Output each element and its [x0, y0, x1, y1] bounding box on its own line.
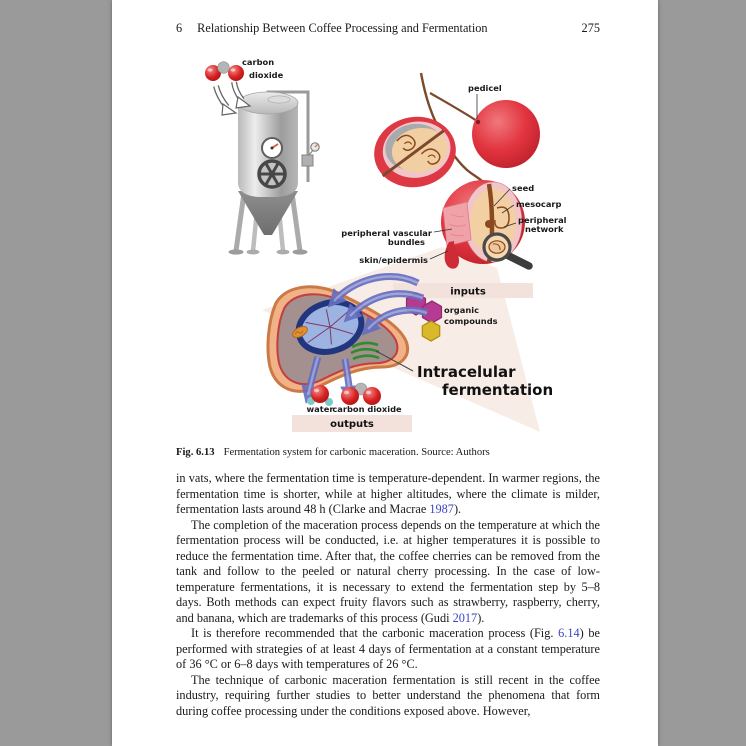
pipe-valve: [302, 155, 313, 166]
mesocarp-label: mesocarp: [516, 199, 562, 209]
tank-wheel-icon: [259, 161, 285, 187]
paragraph-text: The technique of carbonic maceration fermentation is still recent in the coffee industry, requiring further studies to better understand the phenomena that form during coffee processing under the conditions exposed above. However,: [176, 672, 600, 718]
chapter-number: 6: [176, 21, 183, 35]
tank-hatch: [268, 96, 290, 103]
seed-label: seed: [512, 183, 535, 193]
citation-link[interactable]: 6.14: [558, 626, 580, 640]
paragraph-text: ) be performed with strategies of at least 4 days of fermentation at a constant temperature of 36 °C or 6–8 days with temperatures of 26 °C.: [176, 626, 600, 671]
cherry-cutaway: [441, 180, 529, 269]
fermentation-diagram: [180, 55, 592, 437]
figure-6-13: [180, 55, 592, 437]
page-header: [176, 21, 600, 36]
paragraph: [176, 518, 600, 627]
inputs-label: inputs: [450, 286, 486, 298]
skin-epidermis-label: skin/epidermis: [359, 255, 428, 265]
page-number: 275: [581, 21, 600, 35]
organic-compounds-label-line1: organic: [444, 305, 479, 315]
paragraph: [176, 471, 600, 518]
body-text: [176, 471, 600, 719]
paragraph-text: The completion of the maceration process depends on the temperature at which the fermentation process will be conducted, i.e. at higher temperatures it is possible to reduce the fermentation time. After that, the coffee cherries can be removed from the tank and follow to the peeled or natural cherry processing. In the case of low-temperature fermentations, it is necessary to extend the fermentation step by 5–8 days. Both methods can expect fruity flavors such as strawberry, raspberry, cherry, and banana, which are trademarks of this process (Gudi: [176, 517, 600, 625]
co2-top-label-line2: dioxide: [249, 70, 284, 80]
vascular-bundles-label-line1: peripheral vascular: [341, 228, 432, 238]
citation-link[interactable]: 2017: [452, 610, 478, 625]
water-label: water: [306, 404, 334, 414]
outputs-label: outputs: [330, 419, 374, 430]
co2-top-label-line1: carbon: [242, 57, 275, 67]
co2-output-label: carbon dioxide: [332, 404, 402, 414]
co2-input-molecule: [205, 62, 244, 81]
paragraph: [176, 626, 600, 673]
running-title: Relationship Between Coffee Processing and Fermentation: [197, 21, 488, 35]
intracellular-fermentation-label-line2: fermentation: [442, 381, 554, 399]
paragraph-text: It is therefore recommended that the carbonic maceration process (Fig.: [191, 626, 559, 640]
fermentation-tank: [229, 92, 320, 255]
paragraph: [176, 673, 600, 720]
vascular-bundles-label-line2: bundles: [387, 237, 425, 247]
paragraph-text: ).: [477, 610, 485, 625]
pedicel-label: pedicel: [468, 83, 502, 93]
peripheral-network-label-line2: network: [525, 224, 564, 234]
figure-caption: [176, 447, 600, 458]
peripheral-network-label-line1: peripheral: [518, 215, 567, 225]
cherry-cross-section: [369, 110, 462, 193]
intracellular-fermentation-label-line1: Intracelular: [417, 363, 516, 381]
citation-link[interactable]: 1987: [429, 502, 454, 516]
paragraph-text: ).: [453, 502, 462, 516]
figure-caption-label: Fig. 6.13: [176, 447, 215, 458]
figure-caption-text: Fermentation system for carbonic maceration. Source: Authors: [223, 447, 490, 458]
whole-cherry: [472, 100, 540, 168]
organic-compounds-label-line2: compounds: [444, 316, 498, 326]
vascular-bundle-patch: [443, 202, 471, 246]
document-page: [112, 0, 658, 746]
paragraph-text: in vats, where the fermentation time is temperature-dependent. In warmer regions, the fermentation time is shorter, while at higher altitudes, where the climate is milder, fermentation lasts around 48 h (Clarke and Macrae: [176, 471, 600, 516]
